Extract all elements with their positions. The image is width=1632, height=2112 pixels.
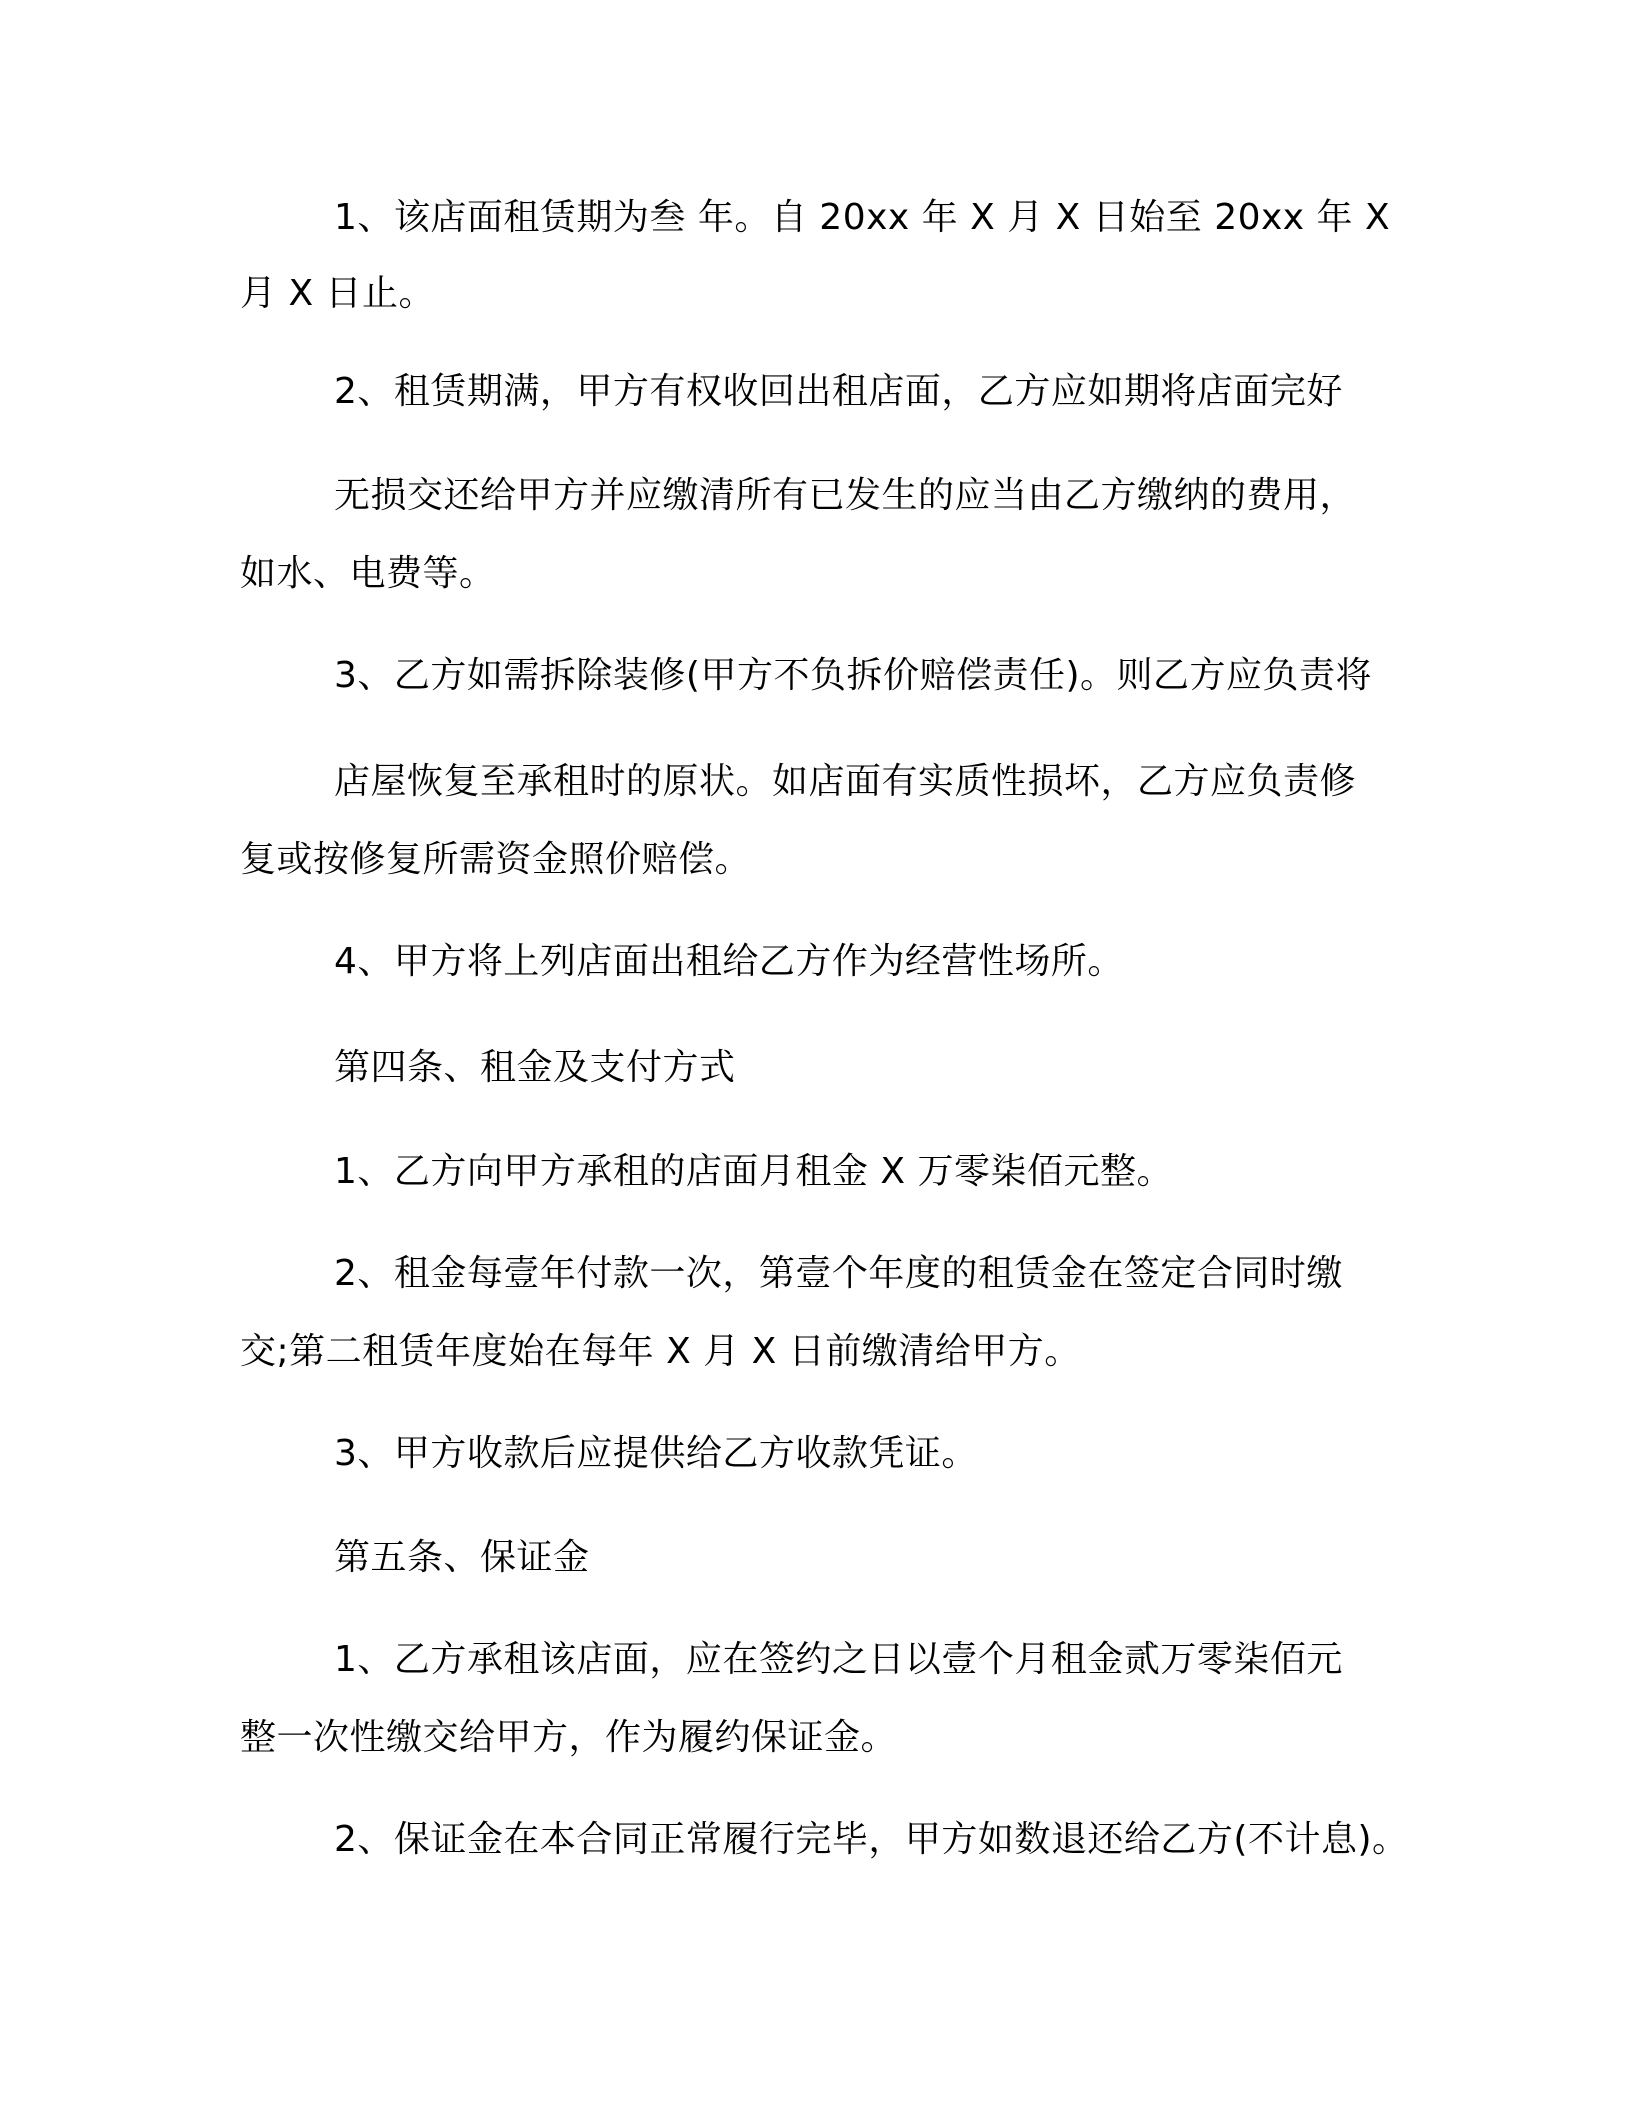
clause-receipt-line: 3、甲方收款后应提供给乙方收款凭证。: [334, 1433, 978, 1474]
clause-usage-line: 4、甲方将上列店面出租给乙方作为经营性场所。: [334, 941, 1124, 982]
clause-renovation-line-3: 复或按修复所需资金照价赔偿。: [240, 839, 752, 880]
clause-term-line-2: 月 X 日止。: [240, 273, 436, 314]
clause-expiry-line-2: 无损交还给甲方并应缴清所有已发生的应当由乙方缴纳的费用，: [334, 475, 1357, 516]
section-heading-rent: 第四条、租金及支付方式: [334, 1047, 736, 1088]
clause-renovation-line-1: 3、乙方如需拆除装修(甲方不负拆价赔偿责任)。则乙方应负责将: [334, 655, 1372, 696]
clause-renovation-line-2: 店屋恢复至承租时的原状。如店面有实质性损坏，乙方应负责修: [334, 761, 1357, 802]
clause-expiry-line-1: 2、租赁期满，甲方有权收回出租店面，乙方应如期将店面完好: [334, 371, 1343, 412]
clause-payment-line-1: 2、租金每壹年付款一次，第壹个年度的租赁金在签定合同时缴: [334, 1253, 1343, 1294]
clause-refund-line: 2、保证金在本合同正常履行完毕，甲方如数退还给乙方(不计息)。: [334, 1819, 1409, 1860]
section-heading-deposit: 第五条、保证金: [334, 1537, 590, 1578]
clause-rent-amount-line: 1、乙方向甲方承租的店面月租金 X 万零柒佰元整。: [334, 1151, 1173, 1192]
clause-expiry-line-3: 如水、电费等。: [240, 553, 496, 594]
clause-deposit-line-1: 1、乙方承租该店面，应在签约之日以壹个月租金贰万零柒佰元: [334, 1639, 1343, 1680]
clause-payment-line-2: 交;第二租赁年度始在每年 X 月 X 日前缴清给甲方。: [240, 1331, 1081, 1372]
clause-deposit-line-2: 整一次性缴交给甲方，作为履约保证金。: [240, 1717, 898, 1758]
clause-term-line-1: 1、该店面租赁期为叁 年。自 20xx 年 X 月 X 日始至 20xx 年 X: [334, 197, 1391, 238]
